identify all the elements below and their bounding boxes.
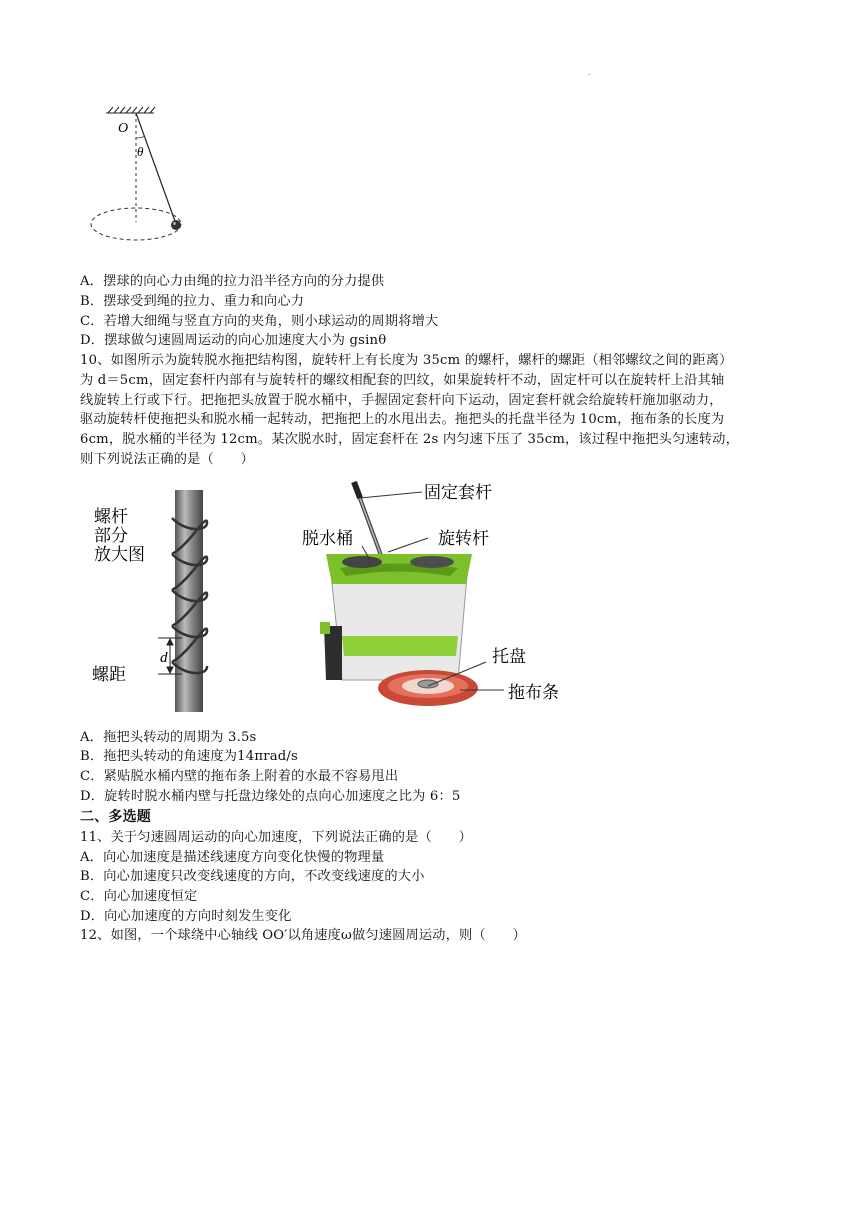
q11-option-c: C．向心加速度恒定	[80, 889, 198, 904]
q9-option-c: C．若增大细绳与竖直方向的夹角，则小球运动的周期将增大	[80, 314, 439, 329]
theta-arc	[136, 136, 145, 138]
screw-title-line-2: 部分	[94, 526, 128, 546]
string	[136, 113, 176, 224]
q10-option-a: A．拖把头转动的周期为 3.5s	[80, 730, 257, 745]
q10-option-d: D．旋转时脱水桶内壁与托盘边缘处的点向心加速度之比为 6：5	[80, 789, 461, 804]
screw-closeup-figure	[90, 488, 230, 714]
section-title-multiple-choice: 二、多选题	[80, 809, 151, 825]
ceiling-hatch	[106, 107, 155, 113]
label-theta: θ	[137, 144, 144, 159]
page-mark: .	[588, 68, 591, 77]
label-rotating-rod: 旋转杆	[438, 529, 489, 549]
q10-option-b: B．拖把头转动的角速度为14πrad/s	[80, 749, 299, 764]
label-mop-strip: 拖布条	[508, 683, 559, 703]
d-label: d	[160, 650, 168, 666]
q11-option-d: D．向心加速度的方向时刻发生变化	[80, 909, 292, 924]
q10-option-c: C．紧贴脱水桶内壁的拖布条上附着的水最不容易甩出	[80, 769, 399, 784]
screw-title-line-3: 放大图	[94, 545, 145, 565]
q10-stem-line-5: 6cm，脱水桶的半径为 12cm。某次脱水时，固定套杆在 2s 内匀速下压了 35cm，该过程中拖把头匀速转动，	[80, 432, 740, 447]
label-fixed-rod: 固定套杆	[424, 483, 492, 503]
pendulum-ball	[171, 220, 181, 230]
q11-stem: 11、关于匀速圆周运动的向心加速度，下列说法正确的是（ ）	[80, 830, 473, 845]
label-dry-bucket: 脱水桶	[302, 529, 353, 549]
q9-option-a: A．摆球的向心力由绳的拉力沿半径方向的分力提供	[80, 274, 385, 289]
q10-stem-line-2: 为 d＝5cm，固定套杆内部有与旋转杆的螺纹相配套的凹纹，如果旋转杆不动，固定杆可以在旋转杆上沿其轴	[80, 373, 725, 388]
screw-title-line-1: 螺杆	[94, 507, 128, 527]
q12-stem: 12、如图，一个球绕中心轴线 OO′以角速度ω做匀速圆周运动，则（ ）	[80, 928, 526, 943]
q10-stem-line-6: 则下列说法正确的是（ ）	[80, 452, 255, 467]
q9-option-b: B．摆球受到绳的拉力、重力和向心力	[80, 294, 305, 309]
label-o: O	[118, 121, 129, 136]
q9-option-d: D．摆球做匀速圆周运动的向心加速度大小为 gsinθ	[80, 333, 387, 348]
spin-mop-figure	[300, 476, 580, 716]
q10-stem-line-1: 10、如图所示为旋转脱水拖把结构图，旋转杆上有长度为 35cm 的螺杆，螺杆的螺距（相邻螺纹之间的距离）	[80, 353, 733, 368]
mop-head	[378, 670, 478, 706]
circular-path	[91, 208, 181, 240]
q10-stem-line-4: 驱动旋转杆使拖把头和脱水桶一起转动，把拖把上的水甩出去。拖把头的托盘半径为 10cm，拖布条的长度为	[80, 412, 725, 427]
conical-pendulum-figure	[84, 104, 194, 252]
pitch-label: 螺距	[92, 665, 126, 685]
bucket	[320, 554, 472, 680]
label-tray: 托盘	[492, 647, 526, 667]
q11-option-b: B．向心加速度只改变线速度的方向，不改变线速度的大小	[80, 869, 425, 884]
q10-stem-line-3: 线旋转上行或下行。把拖把头放置于脱水桶中，手握固定套杆向下运动，固定套杆就会给旋转杆施加驱动力，	[80, 393, 723, 408]
q11-option-a: A．向心加速度是描述线速度方向变化快慢的物理量	[80, 850, 385, 865]
